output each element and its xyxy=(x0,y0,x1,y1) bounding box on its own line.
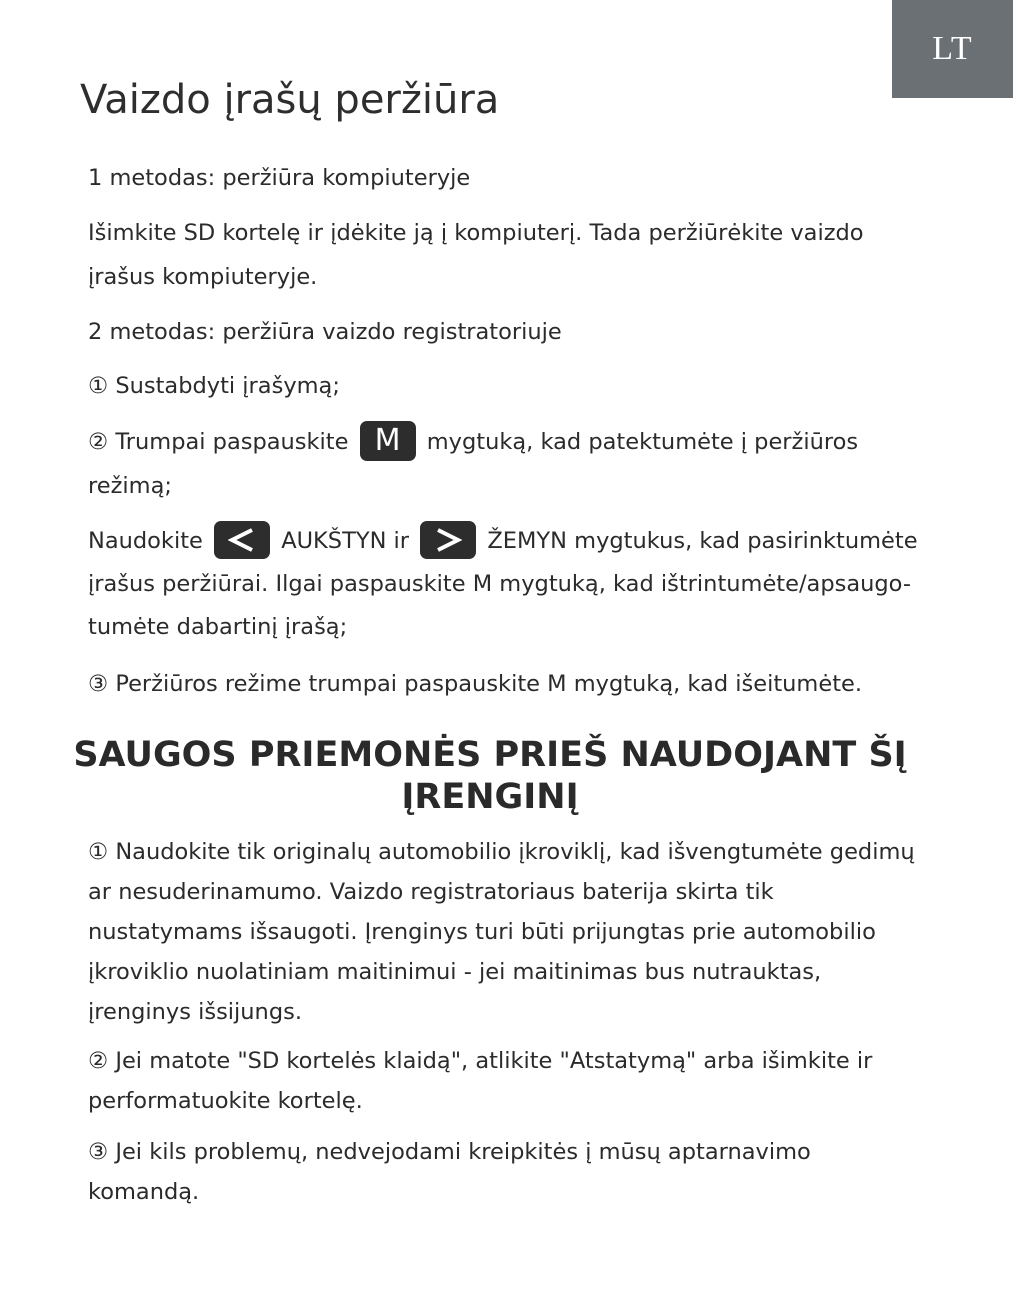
method2-step1: ① Sustabdyti įrašymą; xyxy=(88,373,340,399)
step2-text-after: mygtuką, kad patektumėte į peržiūros režimą; xyxy=(88,429,859,499)
method2-heading: 2 metodas: peržiūra vaizdo registratoriuje xyxy=(88,319,562,345)
nav-text-mid: AUKŠTYN ir xyxy=(281,528,410,554)
method2-navigation xyxy=(88,520,928,649)
safety-section-title: SAUGOS PRIEMONĖS PRIEŠ NAUDOJANT ŠĮ ĮRENGINĮ xyxy=(73,735,907,817)
method1-text: Išimkite SD kortelę ir įdėkite ją į kompiuterį. Tada peržiūrėkite vaizdo įrašus kompiuteryje. xyxy=(88,220,864,290)
method1-heading: 1 metodas: peržiūra kompiuteryje xyxy=(88,165,471,191)
safety-item-2: ② Jei matote "SD kortelės klaidą", atlikite "Atstatymą" arba išimkite ir performatuokite kortelę. xyxy=(88,1048,873,1114)
chevron-right-icon xyxy=(420,521,476,559)
safety-item-1: ① Naudokite tik originalų automobilio įkroviklį, kad išvengtumėte gedimų ar nesuderinamumo. Vaizdo registratoriaus baterija skirta tik nustatymams išsaugoti. Įrenginys turi būti prijungtas prie automobilio įkroviklio nuolatiniam maitinimui - jei maitinimas bus nutrauktas, įrenginys išsijungs. xyxy=(88,839,915,1025)
chevron-left-icon xyxy=(214,521,270,559)
nav-text-suffix: ŽEMYN mygtukus, kad pasirinktumėte įrašus peržiūrai. Ilgai paspauskite M mygtuką, kad ištrintumėte/apsaugo-tumėte dabartinį įrašą; xyxy=(88,528,918,640)
method2-step3: ③ Peržiūros režime trumpai paspauskite M mygtuką, kad išeitumėte. xyxy=(88,671,863,697)
method2-step2 xyxy=(88,420,928,508)
page-title: Vaizdo įrašų peržiūra xyxy=(80,77,500,123)
m-key-icon: M xyxy=(360,421,416,461)
nav-text-prefix: Naudokite xyxy=(88,528,203,554)
safety-item-3: ③ Jei kils problemų, nedvejodami kreipkitės į mūsų aptarnavimo komandą. xyxy=(88,1139,811,1205)
language-tab: LT xyxy=(892,0,1013,98)
step2-text-before: ② Trumpai paspauskite xyxy=(88,429,349,455)
